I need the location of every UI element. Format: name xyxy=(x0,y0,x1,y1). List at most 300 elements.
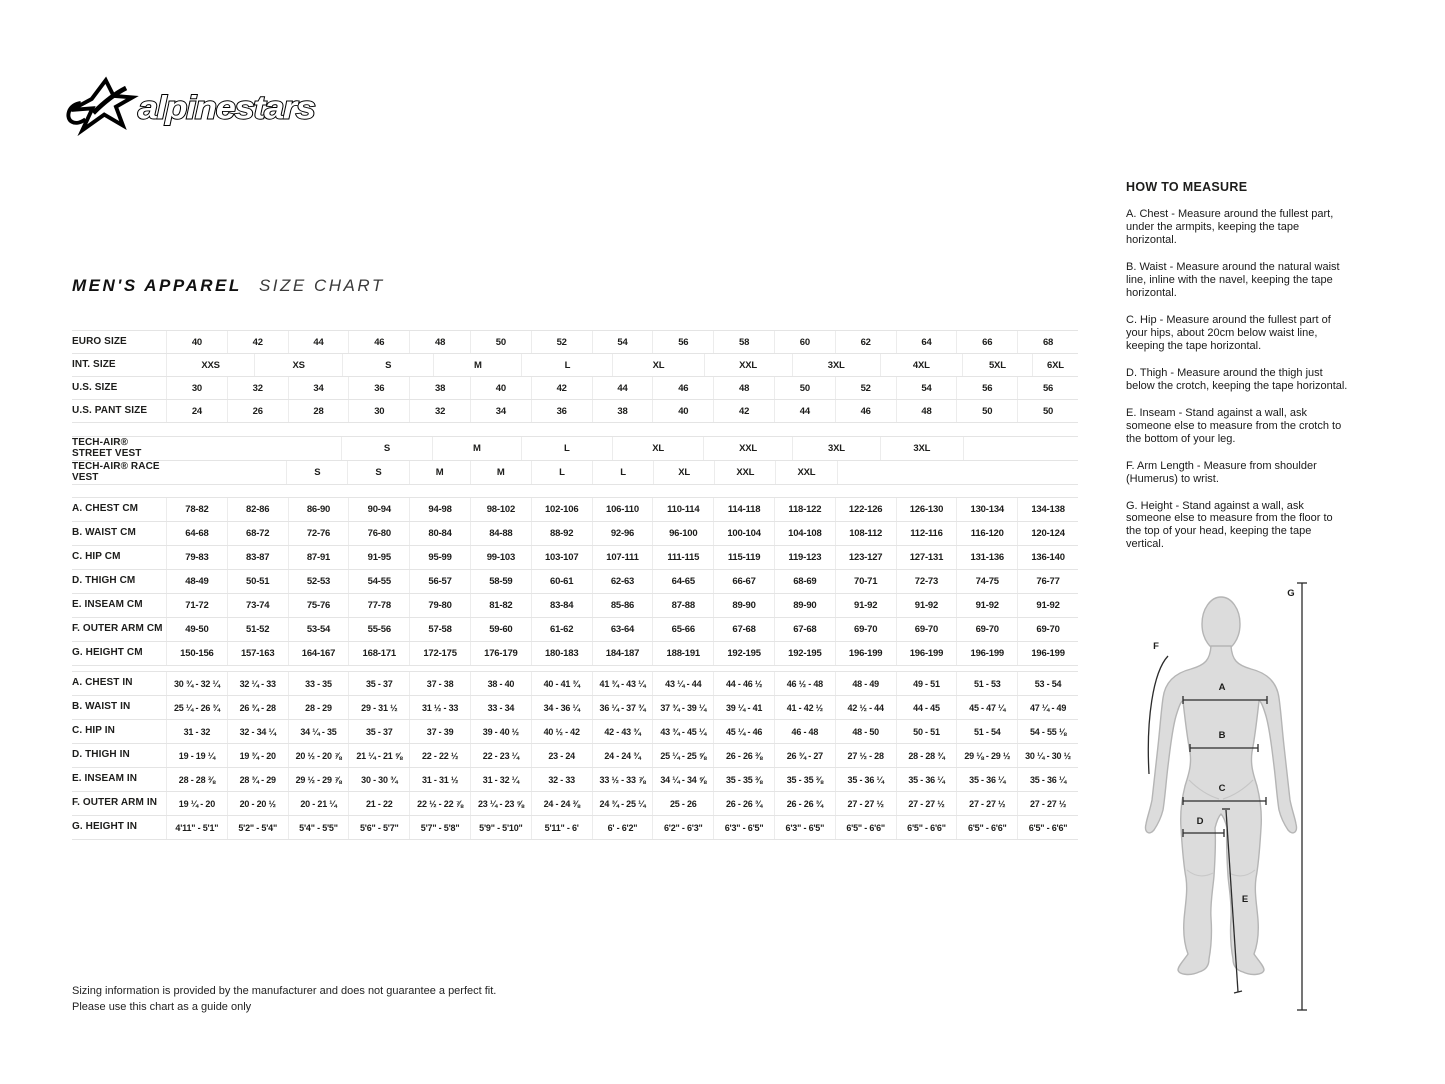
row-cells xyxy=(166,522,1078,545)
value-cell: 83-84 xyxy=(531,594,592,617)
value-cell: 31 - 32 xyxy=(166,720,227,743)
row-cells xyxy=(166,570,1078,593)
row-label: F. OUTER ARM CM xyxy=(72,623,163,635)
value-cell: XL xyxy=(612,437,703,460)
table-row xyxy=(72,498,1078,522)
value-cell: 83-87 xyxy=(227,546,288,569)
row-label: A. CHEST CM xyxy=(72,503,139,515)
row-cells xyxy=(166,816,1078,839)
value-cell: 38 xyxy=(409,377,470,399)
row-cells xyxy=(166,546,1078,569)
disclaimer-line-2: Please use this chart as a guide only xyxy=(72,1000,252,1013)
value-cell: 28 - 29 xyxy=(288,696,349,719)
value-cell: 5'7" - 5'8" xyxy=(409,816,470,839)
value-cell: S xyxy=(341,437,432,460)
value-cell: 50 xyxy=(956,400,1017,422)
value-cell: 42 xyxy=(227,331,288,353)
value-cell: 87-88 xyxy=(652,594,713,617)
value-cell: 90-94 xyxy=(348,498,409,521)
value-cell: 70-71 xyxy=(835,570,896,593)
value-cell: 50 xyxy=(1017,400,1078,422)
value-cell: 87-91 xyxy=(288,546,349,569)
value-cell: 35 - 37 xyxy=(348,672,409,695)
value-cell: 46 - 48 xyxy=(774,720,835,743)
value-cell: 54 xyxy=(896,377,957,399)
value-cell: S xyxy=(342,354,433,376)
value-cell: 43 ¾ - 45 ¼ xyxy=(652,720,713,743)
value-cell: 48 - 50 xyxy=(835,720,896,743)
table-row xyxy=(72,437,1078,461)
value-cell: 119-123 xyxy=(774,546,835,569)
row-cells xyxy=(166,768,1078,791)
row-cells xyxy=(166,720,1078,743)
value-cell: 21 - 22 xyxy=(348,792,409,815)
value-cell: 28 ¾ - 29 xyxy=(227,768,288,791)
value-cell: 127-131 xyxy=(896,546,957,569)
value-cell: 56 xyxy=(956,377,1017,399)
value-cell: 67-68 xyxy=(713,618,774,641)
value-cell: 50 xyxy=(470,331,531,353)
value-cell: 64 xyxy=(896,331,957,353)
table-row xyxy=(72,377,1078,400)
table-row xyxy=(72,768,1078,792)
value-cell: 38 - 40 xyxy=(470,672,531,695)
value-cell: 58-59 xyxy=(470,570,531,593)
label-thigh: D xyxy=(1196,816,1204,827)
value-cell: 30 ¼ - 30 ½ xyxy=(1017,744,1078,767)
value-cell: 68-69 xyxy=(774,570,835,593)
value-cell: 4'11" - 5'1" xyxy=(166,816,227,839)
value-cell: 74-75 xyxy=(956,570,1017,593)
table-group-cm xyxy=(72,497,1078,666)
value-cell: XXL xyxy=(714,461,775,484)
row-cells xyxy=(166,696,1078,719)
value-cell: 76-80 xyxy=(348,522,409,545)
value-cell: 50-51 xyxy=(227,570,288,593)
value-cell: XL xyxy=(653,461,714,484)
value-cell: 78-82 xyxy=(166,498,227,521)
value-cell: 81-82 xyxy=(470,594,531,617)
label-chest: A xyxy=(1218,682,1226,693)
value-cell: S xyxy=(347,461,408,484)
row-label: F. OUTER ARM IN xyxy=(72,797,158,809)
size-chart-table xyxy=(72,330,1078,840)
empty-cell xyxy=(838,461,1079,484)
value-cell: 56-57 xyxy=(409,570,470,593)
value-cell: 102-106 xyxy=(531,498,592,521)
value-cell: 6'3" - 6'5" xyxy=(713,816,774,839)
value-cell: 23 - 24 xyxy=(531,744,592,767)
value-cell: 53 - 54 xyxy=(1017,672,1078,695)
value-cell: 35 - 35 ⅜ xyxy=(774,768,835,791)
value-cell: 196-199 xyxy=(1017,642,1078,665)
value-cell: 96-100 xyxy=(652,522,713,545)
value-cell: 30 - 30 ¾ xyxy=(348,768,409,791)
value-cell: 196-199 xyxy=(896,642,957,665)
value-cell: 6XL xyxy=(1032,354,1078,376)
value-cell: 60-61 xyxy=(531,570,592,593)
value-cell: L xyxy=(592,461,653,484)
row-label: EURO SIZE xyxy=(72,335,127,347)
value-cell: 69-70 xyxy=(956,618,1017,641)
page-title-light: SIZE CHART xyxy=(258,276,385,295)
value-cell: 103-107 xyxy=(531,546,592,569)
value-cell: 6'2" - 6'3" xyxy=(652,816,713,839)
value-cell: 49-50 xyxy=(166,618,227,641)
table-row xyxy=(72,816,1078,840)
value-cell: 136-140 xyxy=(1017,546,1078,569)
value-cell: 32 - 33 xyxy=(531,768,592,791)
value-cell: 21 ¼ - 21 ⅝ xyxy=(348,744,409,767)
value-cell: 37 - 38 xyxy=(409,672,470,695)
alpinestars-logo xyxy=(62,70,320,142)
value-cell: 5'4" - 5'5" xyxy=(288,816,349,839)
value-cell: 75-76 xyxy=(288,594,349,617)
value-cell: 104-108 xyxy=(774,522,835,545)
value-cell: 100-104 xyxy=(713,522,774,545)
table-row xyxy=(72,400,1078,423)
value-cell: 27 - 27 ½ xyxy=(896,792,957,815)
value-cell: 6'5" - 6'6" xyxy=(896,816,957,839)
value-cell: M xyxy=(470,461,531,484)
value-cell: 34 ¼ - 34 ⅝ xyxy=(652,768,713,791)
value-cell: 30 xyxy=(348,400,409,422)
value-cell: 86-90 xyxy=(288,498,349,521)
table-row xyxy=(72,720,1078,744)
row-label: TECH-AIR® RACE VEST xyxy=(72,461,160,483)
value-cell: 51-52 xyxy=(227,618,288,641)
value-cell: 48 - 49 xyxy=(835,672,896,695)
value-cell: 29 - 31 ½ xyxy=(348,696,409,719)
value-cell: 192-195 xyxy=(713,642,774,665)
value-cell: 95-99 xyxy=(409,546,470,569)
value-cell: 5'2" - 5'4" xyxy=(227,816,288,839)
value-cell: 188-191 xyxy=(652,642,713,665)
value-cell: 26 - 26 ⅜ xyxy=(713,744,774,767)
label-inseam: E xyxy=(1241,894,1249,905)
value-cell: 26 ¾ - 28 xyxy=(227,696,288,719)
value-cell: 82-86 xyxy=(227,498,288,521)
value-cell: 32 xyxy=(409,400,470,422)
value-cell: 48 xyxy=(896,400,957,422)
value-cell: 114-118 xyxy=(713,498,774,521)
value-cell: M xyxy=(433,354,521,376)
value-cell: 25 ¼ - 26 ¾ xyxy=(166,696,227,719)
value-cell: 40 xyxy=(166,331,227,353)
row-label: G. HEIGHT CM xyxy=(72,647,143,659)
value-cell: 46 xyxy=(652,377,713,399)
value-cell: 22 ½ - 22 ⅞ xyxy=(409,792,470,815)
value-cell: 26 - 26 ¾ xyxy=(774,792,835,815)
page-title-bold: MEN'S APPAREL xyxy=(72,276,242,295)
value-cell: 116-120 xyxy=(956,522,1017,545)
value-cell: 52 xyxy=(531,331,592,353)
value-cell: 31 - 32 ¼ xyxy=(470,768,531,791)
label-arm-length: F xyxy=(1153,641,1159,652)
row-label: C. HIP IN xyxy=(72,725,115,737)
value-cell: 29 ⅛ - 29 ½ xyxy=(956,744,1017,767)
row-label: B. WAIST IN xyxy=(72,701,131,713)
value-cell: 47 ¼ - 49 xyxy=(1017,696,1078,719)
value-cell: 35 - 36 ¼ xyxy=(956,768,1017,791)
value-cell: 110-114 xyxy=(652,498,713,521)
value-cell: 27 - 27 ½ xyxy=(956,792,1017,815)
value-cell: 51 - 54 xyxy=(956,720,1017,743)
value-cell: 5'11" - 6' xyxy=(531,816,592,839)
value-cell: 91-92 xyxy=(835,594,896,617)
value-cell: L xyxy=(521,437,612,460)
value-cell: 42 xyxy=(713,400,774,422)
value-cell: 73-74 xyxy=(227,594,288,617)
value-cell: 184-187 xyxy=(592,642,653,665)
value-cell: 54 - 55 ⅛ xyxy=(1017,720,1078,743)
value-cell: 91-92 xyxy=(1017,594,1078,617)
how-to-measure-steps xyxy=(1126,208,1348,551)
value-cell: 157-163 xyxy=(227,642,288,665)
body-measurement-diagram xyxy=(1133,570,1318,1020)
value-cell: 55-56 xyxy=(348,618,409,641)
value-cell: 42 - 43 ¾ xyxy=(592,720,653,743)
value-cell: 35 - 35 ⅜ xyxy=(713,768,774,791)
value-cell: 37 ¾ - 39 ¼ xyxy=(652,696,713,719)
value-cell: 36 xyxy=(531,400,592,422)
table-row xyxy=(72,672,1078,696)
brand-wordmark: alpinestars xyxy=(137,88,316,126)
value-cell: 33 ½ - 33 ⅞ xyxy=(592,768,653,791)
table-row xyxy=(72,744,1078,768)
table-group-sizes xyxy=(72,330,1078,423)
value-cell: 44 xyxy=(288,331,349,353)
value-cell: 66 xyxy=(956,331,1017,353)
row-cells xyxy=(166,672,1078,695)
value-cell: 25 - 26 xyxy=(652,792,713,815)
value-cell: 26 ¾ - 27 xyxy=(774,744,835,767)
value-cell: 123-127 xyxy=(835,546,896,569)
table-row xyxy=(72,594,1078,618)
value-cell: 26 - 26 ¾ xyxy=(713,792,774,815)
row-cells xyxy=(166,744,1078,767)
value-cell: 98-102 xyxy=(470,498,531,521)
disclaimer xyxy=(72,984,496,1016)
value-cell: 50 xyxy=(774,377,835,399)
how-to-measure-heading: HOW TO MEASURE xyxy=(1126,180,1248,194)
value-cell: 36 xyxy=(348,377,409,399)
value-cell: 22 - 23 ¼ xyxy=(470,744,531,767)
value-cell: 43 ¼ - 44 xyxy=(652,672,713,695)
value-cell: 44 xyxy=(774,400,835,422)
value-cell: 192-195 xyxy=(774,642,835,665)
how-to-measure-panel xyxy=(1126,180,1348,565)
value-cell: 57-58 xyxy=(409,618,470,641)
value-cell: 6'5" - 6'6" xyxy=(956,816,1017,839)
value-cell: 45 - 47 ¼ xyxy=(956,696,1017,719)
table-row xyxy=(72,618,1078,642)
value-cell: 20 - 21 ¼ xyxy=(288,792,349,815)
value-cell: 54-55 xyxy=(348,570,409,593)
value-cell: XS xyxy=(254,354,342,376)
value-cell: 28 xyxy=(288,400,349,422)
row-label: G. HEIGHT IN xyxy=(72,821,138,833)
value-cell: 180-183 xyxy=(531,642,592,665)
value-cell: 130-134 xyxy=(956,498,1017,521)
table-row xyxy=(72,354,1078,377)
value-cell: XXL xyxy=(704,354,792,376)
value-cell: 91-92 xyxy=(896,594,957,617)
value-cell: M xyxy=(432,437,520,460)
value-cell: 42 xyxy=(531,377,592,399)
row-label: D. THIGH IN xyxy=(72,749,130,761)
value-cell: 3XL xyxy=(792,354,880,376)
value-cell: 60 xyxy=(774,331,835,353)
value-cell: 76-77 xyxy=(1017,570,1078,593)
row-cells xyxy=(166,437,1078,460)
value-cell: 24 - 24 ⅜ xyxy=(531,792,592,815)
value-cell: 65-66 xyxy=(652,618,713,641)
value-cell: 56 xyxy=(652,331,713,353)
value-cell: 196-199 xyxy=(835,642,896,665)
table-group-in xyxy=(72,671,1078,840)
value-cell: 32 ¼ - 33 xyxy=(227,672,288,695)
row-label: B. WAIST CM xyxy=(72,527,136,539)
measure-step: G. Height - Stand against a wall, ask someone else to measure from the floor to the top of your head, keeping the tape vertical. xyxy=(1126,499,1333,551)
row-cells xyxy=(166,461,1078,484)
row-cells xyxy=(166,377,1078,399)
value-cell: 67-68 xyxy=(774,618,835,641)
value-cell: 46 ½ - 48 xyxy=(774,672,835,695)
value-cell: 112-116 xyxy=(896,522,957,545)
value-cell: 20 - 20 ½ xyxy=(227,792,288,815)
value-cell: 44 - 45 xyxy=(896,696,957,719)
value-cell: 69-70 xyxy=(1017,618,1078,641)
value-cell: 6'5" - 6'6" xyxy=(835,816,896,839)
value-cell: 64-68 xyxy=(166,522,227,545)
value-cell: 39 - 40 ½ xyxy=(470,720,531,743)
value-cell: 35 - 37 xyxy=(348,720,409,743)
row-label: E. INSEAM CM xyxy=(72,599,143,611)
value-cell: 63-64 xyxy=(592,618,653,641)
value-cell: 168-171 xyxy=(348,642,409,665)
measure-step: C. Hip - Measure around the fullest part of your hips, about 20cm below waist line, keeping the tape horizontal. xyxy=(1126,313,1331,352)
value-cell: 35 - 36 ¼ xyxy=(1017,768,1078,791)
value-cell: 6'5" - 6'6" xyxy=(1017,816,1078,839)
value-cell: 48 xyxy=(713,377,774,399)
value-cell: 24 ¾ - 25 ¼ xyxy=(592,792,653,815)
value-cell: 34 - 36 ¼ xyxy=(531,696,592,719)
row-label: E. INSEAM IN xyxy=(72,773,138,785)
value-cell: 3XL xyxy=(880,437,963,460)
value-cell: 68-72 xyxy=(227,522,288,545)
value-cell: 52-53 xyxy=(288,570,349,593)
value-cell: 150-156 xyxy=(166,642,227,665)
value-cell: S xyxy=(286,461,347,484)
value-cell: 19 ¼ - 20 xyxy=(166,792,227,815)
value-cell: 54 xyxy=(592,331,653,353)
value-cell: 118-122 xyxy=(774,498,835,521)
value-cell: 30 xyxy=(166,377,227,399)
measure-step: B. Waist - Measure around the natural waist line, inline with the navel, keeping the tape horizontal. xyxy=(1126,260,1340,299)
value-cell: 36 ¼ - 37 ¾ xyxy=(592,696,653,719)
value-cell: 3XL xyxy=(792,437,880,460)
table-row xyxy=(72,331,1078,354)
value-cell: 56 xyxy=(1017,377,1078,399)
value-cell: 69-70 xyxy=(896,618,957,641)
row-cells xyxy=(166,498,1078,521)
empty-cell xyxy=(964,437,1079,460)
value-cell: 25 ¼ - 25 ⅝ xyxy=(652,744,713,767)
value-cell: XXS xyxy=(166,354,254,376)
value-cell: 40 xyxy=(470,377,531,399)
value-cell: 41 ¾ - 43 ¼ xyxy=(592,672,653,695)
value-cell: 38 xyxy=(592,400,653,422)
value-cell: 6' - 6'2" xyxy=(592,816,653,839)
value-cell: 33 - 35 xyxy=(288,672,349,695)
value-cell: 51 - 53 xyxy=(956,672,1017,695)
value-cell: 34 ¼ - 35 xyxy=(288,720,349,743)
value-cell: 94-98 xyxy=(409,498,470,521)
row-label: U.S. PANT SIZE xyxy=(72,404,148,416)
value-cell: 40 - 41 ¾ xyxy=(531,672,592,695)
value-cell: 34 xyxy=(470,400,531,422)
value-cell: 6'3" - 6'5" xyxy=(774,816,835,839)
value-cell: 28 - 28 ¾ xyxy=(896,744,957,767)
value-cell: 31 ½ - 33 xyxy=(409,696,470,719)
value-cell: L xyxy=(531,461,592,484)
value-cell: 71-72 xyxy=(166,594,227,617)
table-row xyxy=(72,642,1078,666)
value-cell: 69-70 xyxy=(835,618,896,641)
label-height: G xyxy=(1287,588,1295,599)
table-row xyxy=(72,546,1078,570)
table-row xyxy=(72,696,1078,720)
value-cell: 92-96 xyxy=(592,522,653,545)
value-cell: 66-67 xyxy=(713,570,774,593)
measure-step: F. Arm Length - Measure from shoulder (Humerus) to wrist. xyxy=(1126,459,1317,485)
value-cell: 33 - 34 xyxy=(470,696,531,719)
value-cell: 53-54 xyxy=(288,618,349,641)
value-cell: 122-126 xyxy=(835,498,896,521)
value-cell: 120-124 xyxy=(1017,522,1078,545)
value-cell: 196-199 xyxy=(956,642,1017,665)
value-cell: 42 ½ - 44 xyxy=(835,696,896,719)
table-row xyxy=(72,522,1078,546)
value-cell: 24 xyxy=(166,400,227,422)
value-cell: 172-175 xyxy=(409,642,470,665)
value-cell: 89-90 xyxy=(713,594,774,617)
value-cell: 19 ¾ - 20 xyxy=(227,744,288,767)
value-cell: 59-60 xyxy=(470,618,531,641)
value-cell: 23 ¼ - 23 ⅝ xyxy=(470,792,531,815)
label-waist: B xyxy=(1218,730,1226,741)
row-cells xyxy=(166,354,1078,376)
value-cell: 44 - 46 ½ xyxy=(713,672,774,695)
value-cell: 88-92 xyxy=(531,522,592,545)
value-cell: 62-63 xyxy=(592,570,653,593)
value-cell: 46 xyxy=(348,331,409,353)
value-cell: 77-78 xyxy=(348,594,409,617)
value-cell: XL xyxy=(612,354,703,376)
value-cell: 85-86 xyxy=(592,594,653,617)
value-cell: 106-110 xyxy=(592,498,653,521)
label-hip: C xyxy=(1218,783,1226,794)
value-cell: 72-76 xyxy=(288,522,349,545)
value-cell: 32 xyxy=(227,377,288,399)
value-cell: 5'9" - 5'10" xyxy=(470,816,531,839)
value-cell: 27 - 27 ½ xyxy=(1017,792,1078,815)
value-cell: 39 ¼ - 41 xyxy=(713,696,774,719)
value-cell: 24 - 24 ¾ xyxy=(592,744,653,767)
empty-cell xyxy=(166,437,341,460)
value-cell: 5'6" - 5'7" xyxy=(348,816,409,839)
